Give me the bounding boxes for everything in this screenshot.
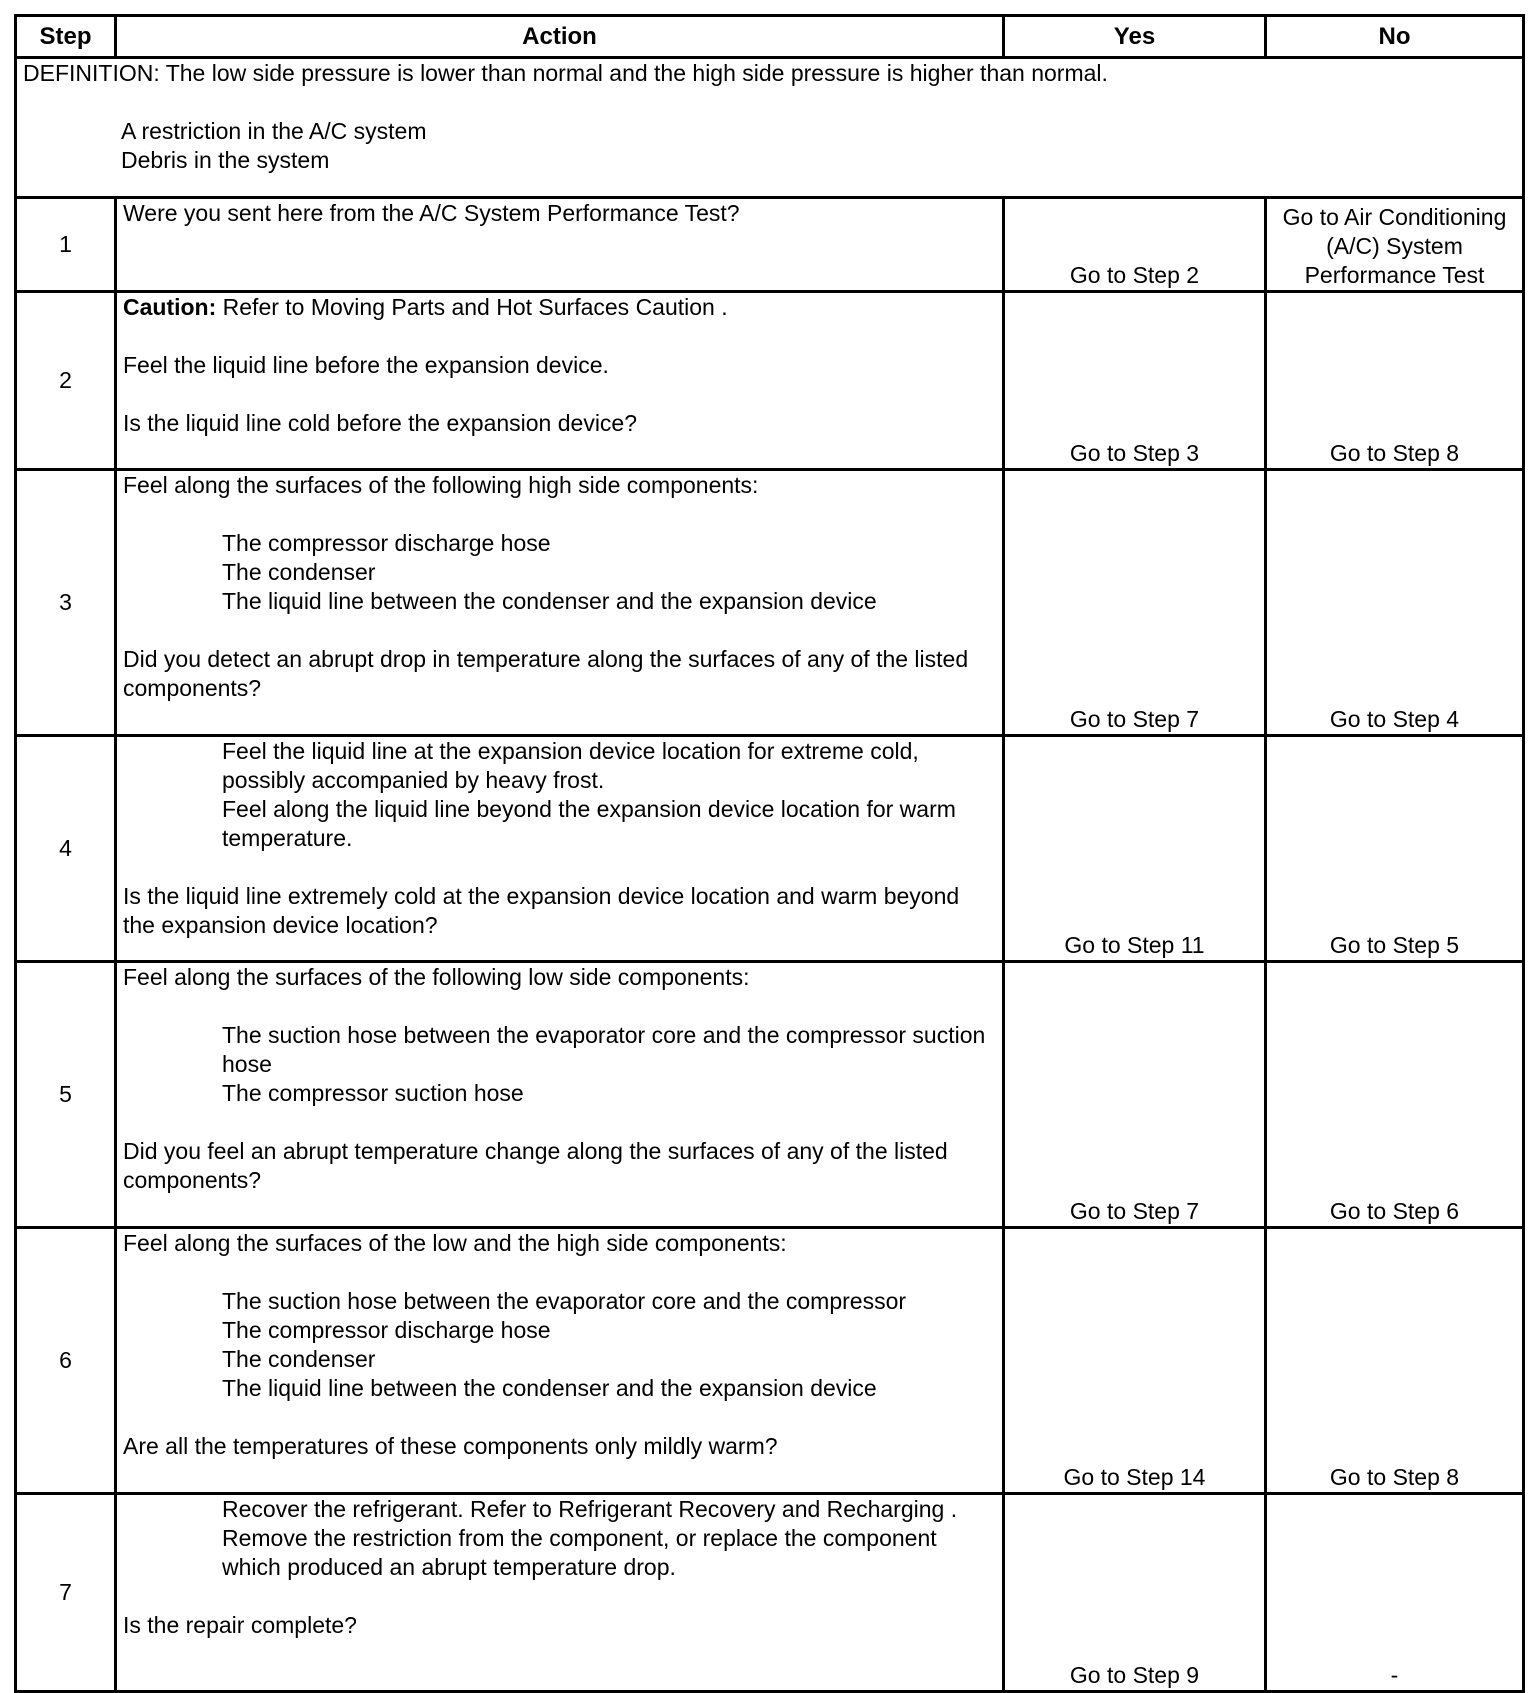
question-text: Is the repair complete? bbox=[123, 1612, 357, 1638]
step-number: 3 bbox=[16, 470, 116, 736]
step-number: 2 bbox=[16, 292, 116, 470]
spacer bbox=[123, 1258, 996, 1287]
spacer bbox=[123, 1108, 996, 1137]
spacer bbox=[123, 1582, 996, 1611]
cause-item: A restriction in the A/C system bbox=[121, 118, 427, 144]
header-yes: Yes bbox=[1004, 16, 1266, 58]
no-cell: Go to Step 5 bbox=[1266, 736, 1524, 962]
header-row bbox=[16, 16, 1524, 58]
caution-line bbox=[123, 293, 996, 322]
question-text: Were you sent here from the A/C System Performance Test? bbox=[123, 200, 740, 226]
spacer bbox=[123, 853, 996, 882]
list-item: Remove the restriction from the component, or replace the component which produced an abrupt temperature drop. bbox=[222, 1525, 944, 1580]
list-item: Feel the liquid line at the expansion device location for extreme cold, possibly accompanied by heavy frost. bbox=[222, 738, 926, 793]
yes-cell: Go to Step 2 bbox=[1004, 198, 1266, 292]
spacer bbox=[123, 1403, 996, 1432]
caution-text: Refer to Moving Parts and Hot Surfaces Caution . bbox=[216, 294, 728, 320]
step-row-1 bbox=[16, 198, 1524, 292]
step-row-5 bbox=[16, 962, 1524, 1228]
list-item: The condenser bbox=[222, 1346, 376, 1372]
list-item: The compressor discharge hose bbox=[222, 530, 551, 556]
step-row-3 bbox=[16, 470, 1524, 736]
list-item: Feel along the liquid line beyond the expansion device location for warm temperature. bbox=[222, 796, 963, 851]
spacer bbox=[123, 992, 996, 1021]
diagnostic-table bbox=[14, 14, 1525, 1693]
yes-cell: Go to Step 3 bbox=[1004, 292, 1266, 470]
action-cell bbox=[116, 1228, 1004, 1494]
spacer bbox=[123, 616, 996, 645]
header-no: No bbox=[1266, 16, 1524, 58]
no-cell: Go to Step 4 bbox=[1266, 470, 1524, 736]
header-step: Step bbox=[16, 16, 116, 58]
list-item: Recover the refrigerant. Refer to Refrigerant Recovery and Recharging . bbox=[222, 1496, 958, 1522]
definition-cell bbox=[16, 58, 1524, 198]
caution-label: Caution: bbox=[123, 294, 217, 320]
list-item: The suction hose between the evaporator core and the compressor suction hose bbox=[222, 1022, 992, 1077]
list-item: The suction hose between the evaporator core and the compressor bbox=[222, 1288, 907, 1314]
intro-text: Feel along the surfaces of the following low side components: bbox=[123, 964, 750, 990]
definition-text: DEFINITION: The low side pressure is lower than normal and the high side pressure is higher than normal. bbox=[23, 60, 1108, 86]
action-cell bbox=[116, 962, 1004, 1228]
yes-cell: Go to Step 7 bbox=[1004, 962, 1266, 1228]
step-row-7 bbox=[16, 1494, 1524, 1692]
intro-text: Feel along the surfaces of the following high side components: bbox=[123, 472, 759, 498]
action-cell bbox=[116, 198, 1004, 292]
cause-item: Debris in the system bbox=[121, 147, 330, 173]
spacer bbox=[23, 88, 1516, 117]
step-row-4 bbox=[16, 736, 1524, 962]
spacer bbox=[123, 380, 996, 409]
no-cell: - bbox=[1266, 1494, 1524, 1692]
list-item: The liquid line between the condenser and the expansion device bbox=[222, 588, 877, 614]
yes-cell: Go to Step 11 bbox=[1004, 736, 1266, 962]
question-text: Is the liquid line cold before the expansion device? bbox=[123, 410, 638, 436]
instruction-text: Feel the liquid line before the expansion device. bbox=[123, 352, 609, 378]
list-item: The condenser bbox=[222, 559, 376, 585]
step-number: 7 bbox=[16, 1494, 116, 1692]
step-number: 6 bbox=[16, 1228, 116, 1494]
question-text: Did you detect an abrupt drop in temperature along the surfaces of any of the listed components? bbox=[123, 646, 975, 701]
action-cell bbox=[116, 736, 1004, 962]
definition-row bbox=[16, 58, 1524, 198]
list-item: The liquid line between the condenser and the expansion device bbox=[222, 1375, 877, 1401]
step-number: 1 bbox=[16, 198, 116, 292]
header-action: Action bbox=[116, 16, 1004, 58]
yes-cell: Go to Step 9 bbox=[1004, 1494, 1266, 1692]
intro-text: Feel along the surfaces of the low and the high side components: bbox=[123, 1230, 787, 1256]
step-row-6 bbox=[16, 1228, 1524, 1494]
step-number: 4 bbox=[16, 736, 116, 962]
step-number: 5 bbox=[16, 962, 116, 1228]
yes-cell: Go to Step 14 bbox=[1004, 1228, 1266, 1494]
list-item: The compressor suction hose bbox=[222, 1080, 524, 1106]
question-text: Are all the temperatures of these components only mildly warm? bbox=[123, 1433, 778, 1459]
step-row-2 bbox=[16, 292, 1524, 470]
no-cell: Go to Step 6 bbox=[1266, 962, 1524, 1228]
spacer bbox=[123, 500, 996, 529]
spacer bbox=[123, 322, 996, 351]
question-text: Did you feel an abrupt temperature change along the surfaces of any of the listed components? bbox=[123, 1138, 955, 1193]
action-cell bbox=[116, 470, 1004, 736]
action-cell bbox=[116, 292, 1004, 470]
action-cell bbox=[116, 1494, 1004, 1692]
no-cell: Go to Step 8 bbox=[1266, 1228, 1524, 1494]
question-text: Is the liquid line extremely cold at the expansion device location and warm beyond the expansion device location? bbox=[123, 883, 966, 938]
no-cell: Go to Step 8 bbox=[1266, 292, 1524, 470]
no-cell: Go to Air Conditioning (A/C) System Performance Test bbox=[1266, 198, 1524, 292]
yes-cell: Go to Step 7 bbox=[1004, 470, 1266, 736]
list-item: The compressor discharge hose bbox=[222, 1317, 551, 1343]
